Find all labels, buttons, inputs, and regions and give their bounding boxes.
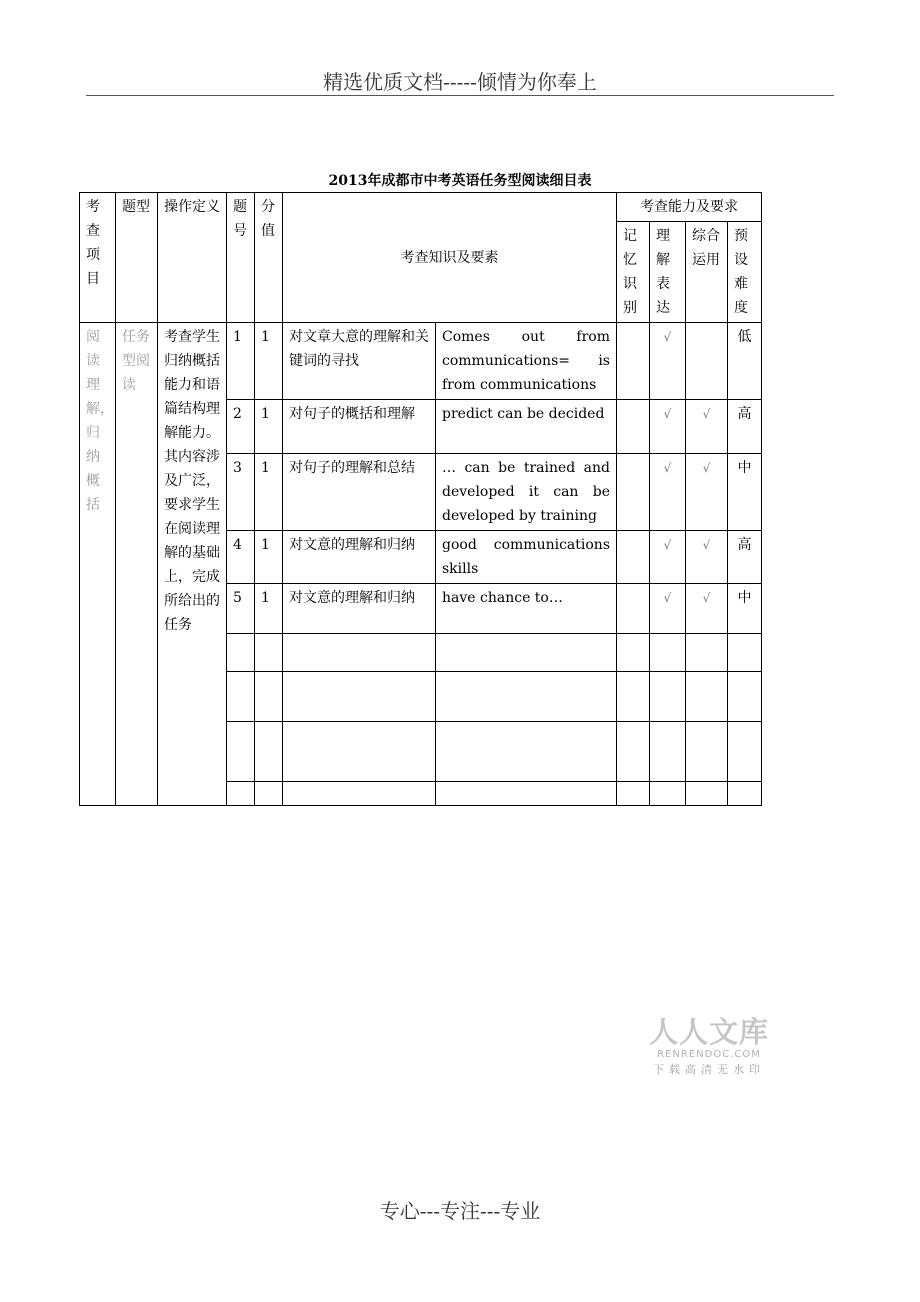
page-header: 精选优质文档-----倾情为你奉上 [323, 70, 597, 94]
col-header-apply: 综合运用 [686, 222, 728, 323]
col-header-understand: 理解表达 [650, 222, 686, 323]
col-header-knowledge: 考查知识及要素 [283, 193, 617, 323]
col-header-score: 分值 [255, 193, 283, 323]
row-understand-check: √ [650, 454, 686, 531]
row-number: 3 [227, 454, 255, 531]
row-apply-check: √ [686, 400, 728, 454]
row-element: good communications skills [436, 531, 617, 584]
row-element: predict can be decided [436, 400, 617, 454]
row-apply-check [686, 323, 728, 400]
row-score: 1 [255, 584, 283, 634]
header-divider [86, 95, 834, 96]
document-title: 2013年成都市中考英语任务型阅读细目表 [328, 173, 592, 189]
row-difficulty: 中 [728, 584, 762, 634]
row-memory [617, 584, 650, 634]
page-footer: 专心---专注---专业 [379, 1199, 541, 1223]
row-score: 1 [255, 454, 283, 531]
row-number: 4 [227, 531, 255, 584]
row-score: 1 [255, 323, 283, 400]
col-header-definition: 操作定义 [158, 193, 227, 323]
row-score: 1 [255, 531, 283, 584]
watermark [646, 1016, 772, 1078]
row-number: 5 [227, 584, 255, 634]
row-difficulty: 低 [728, 323, 762, 400]
row-understand-check: √ [650, 531, 686, 584]
watermark-logo: 人人文库 [648, 1015, 769, 1049]
row-understand-check: √ [650, 400, 686, 454]
row-apply-check: √ [686, 454, 728, 531]
col-header-abilities: 考查能力及要求 [617, 193, 762, 222]
col-header-difficulty: 预设难度 [728, 222, 762, 323]
row-knowledge: 对句子的理解和总结 [283, 454, 436, 531]
watermark-site: RENRENDOC.COM [657, 1049, 761, 1060]
row-difficulty: 高 [728, 400, 762, 454]
row-element: … can be trained and developed it can be developed by training [436, 454, 617, 531]
row-apply-check: √ [686, 584, 728, 634]
col-header-type: 题型 [116, 193, 158, 323]
row-memory [617, 531, 650, 584]
detail-table [79, 192, 762, 806]
group-definition: 考查学生归纳概括能力和语篇结构理解能力。其内容涉及广泛，要求学生在阅读理解的基础上，完成所给出的任务 [158, 323, 227, 806]
row-knowledge: 对文意的理解和归纳 [283, 531, 436, 584]
row-understand-check: √ [650, 323, 686, 400]
row-understand-check: √ [650, 584, 686, 634]
row-memory [617, 323, 650, 400]
row-element: Comes out from communications= is from communications [436, 323, 617, 400]
col-header-memory: 记忆识别 [617, 222, 650, 323]
row-memory [617, 454, 650, 531]
row-difficulty: 中 [728, 454, 762, 531]
row-knowledge: 对文意的理解和归纳 [283, 584, 436, 634]
row-memory [617, 400, 650, 454]
watermark-subtitle: 下载高清无水印 [653, 1063, 765, 1076]
row-score: 1 [255, 400, 283, 454]
row-difficulty: 高 [728, 531, 762, 584]
row-apply-check: √ [686, 531, 728, 584]
row-number: 2 [227, 400, 255, 454]
col-header-item: 考查项目 [80, 193, 116, 323]
row-number: 1 [227, 323, 255, 400]
row-element: have chance to… [436, 584, 617, 634]
table-row [80, 323, 762, 400]
group-type: 任务型阅读 [116, 323, 158, 806]
group-item: 阅读理解，归纳概括 [80, 323, 116, 806]
row-knowledge: 对文章大意的理解和关键词的寻找 [283, 323, 436, 400]
row-knowledge: 对句子的概括和理解 [283, 400, 436, 454]
col-header-number: 题号 [227, 193, 255, 323]
